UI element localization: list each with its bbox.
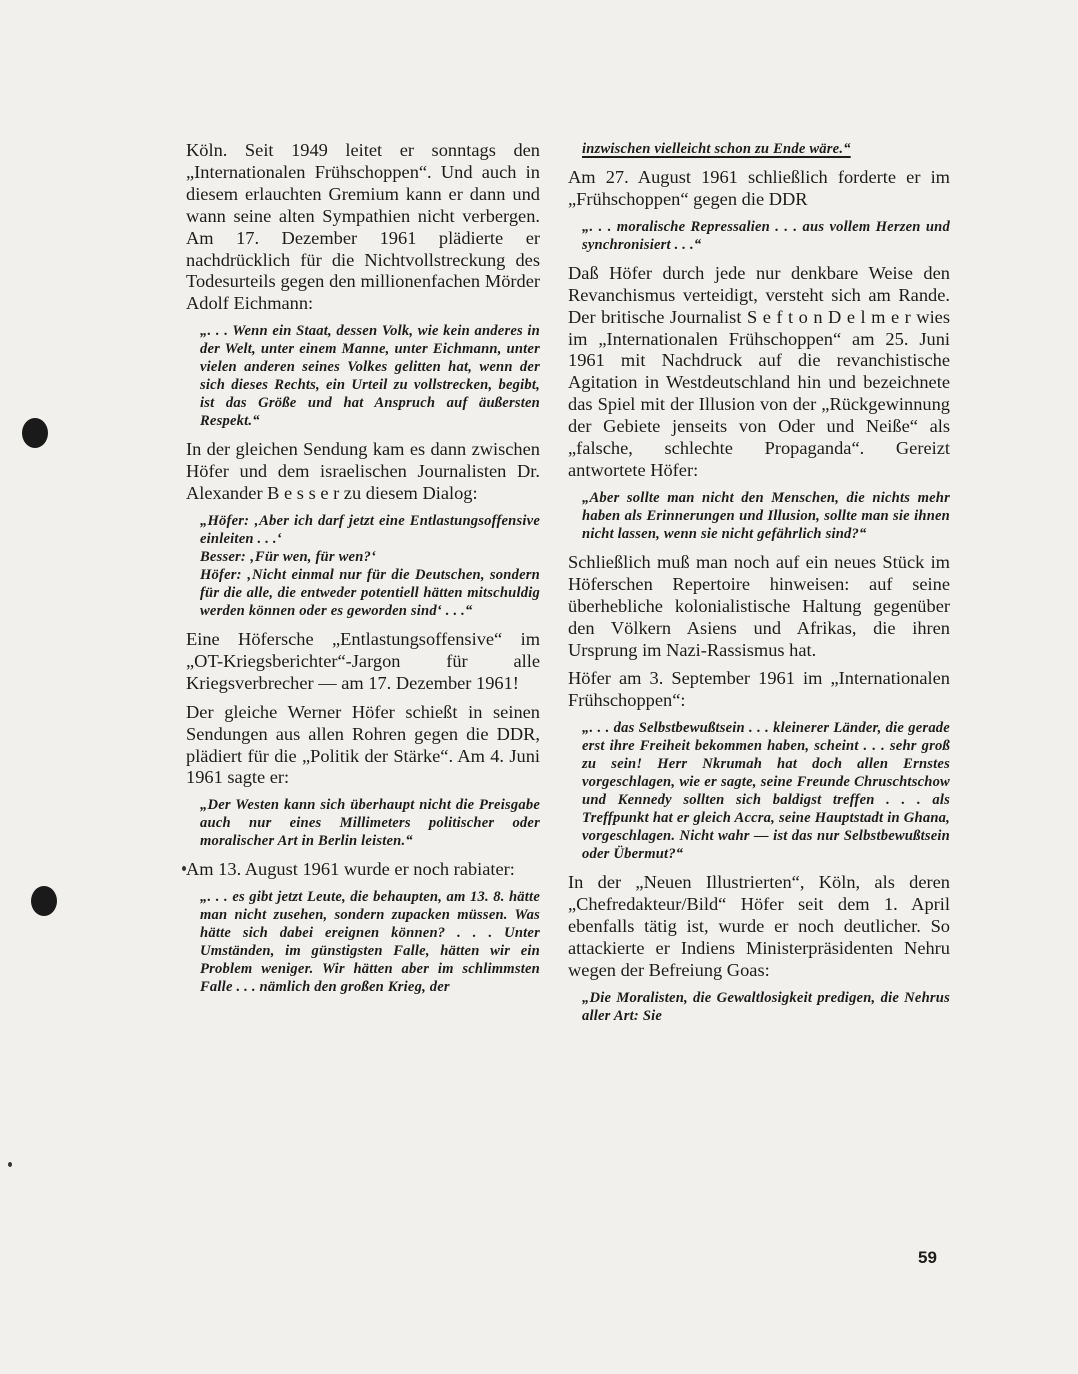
dialog-quote: „Höfer: ‚Aber ich darf jetzt eine Entlastungsoffensive einleiten . . .‘ Besser: ‚Für wen, für wen?‘ Höfer: ‚Nicht einmal nur für die Deutschen, sondern für die alle, die entweder potentiell hätten mitschuldig werden können oder es geworden sind‘ . . .“ bbox=[200, 512, 540, 619]
quote: „Der Westen kann sich überhaupt nicht die Preisgabe auch nur eines Millimeters politischer oder moralischer Art in Berlin leisten.“ bbox=[200, 797, 540, 850]
ink-speck bbox=[8, 1162, 12, 1167]
punch-hole-upper bbox=[22, 418, 48, 448]
quote: „Aber sollte man nicht den Menschen, die nichts mehr haben als Erinnerungen und Illusion, sollte man sie ihnen nicht lassen, wenn sie nicht gefährlich sind?“ bbox=[582, 489, 950, 542]
quote: „. . . das Selbstbewußtsein . . . kleinerer Länder, die gerade erst ihre Freiheit bekommen haben, scheint . . . sehr groß zu sein! Herr Nkrumah hat doch allen Ernstes vorgeschlagen, wie er sagte, seine Freunde Chruschtschow und Kennedy sollten sich baldigst treffen . . . als Treffpunkt hat er gleich Accra, seine Hauptstadt in Ghana, vorgeschlagen. Nicht wahr — ist das nur Selbstbewußtsein oder Übermut?“ bbox=[582, 720, 950, 863]
paragraph: In der „Neuen Illustrierten“, Köln, als deren „Chefredakteur/Bild“ Höfer seit dem 1. April ebenfalls tätig ist, wurde er noch deutlicher. So attackierte er Indiens Ministerpräsidenten Nehru wegen der Befreiung Goas: bbox=[568, 872, 950, 980]
paragraph: Daß Höfer durch jede nur denkbare Weise den Revanchismus verteidigt, versteht sich am Rande. Der britische Journalist S e f t o n D e l m e r wies im „Internationalen Frühschoppen“ am 25. Juni 1961 mit Nachdruck auf die revanchistische Agitation in Westdeutschland hin und bezeichnete das Spiel mit der Illusion von der „Rückgewinnung der Gebiete jenseits von Oder und Neiße“ als „falsche, schlechte Propaganda“. Gereizt antwortete Höfer: bbox=[568, 262, 950, 480]
quote: „. . . es gibt jetzt Leute, die behaupten, am 13. 8. hätte man nicht zusehen, sondern zupacken müssen. Was hätte sich dabei ereignen können? . . . Unter Umständen, im günstigsten Falle, hätten wir ein Problem weniger. Wir hätten aber im schlimmsten Falle . . . nämlich den großen Krieg, der bbox=[200, 889, 540, 996]
paragraph: Der gleiche Werner Höfer schießt in seinen Sendungen aus allen Rohren gegen die DDR, plädiert für die „Politik der Stärke“. Am 4. Juni 1961 sagte er: bbox=[186, 701, 540, 788]
punch-hole-lower bbox=[31, 886, 57, 916]
right-column bbox=[568, 140, 950, 1034]
paragraph: Am 13. August 1961 wurde er noch rabiater: bbox=[186, 859, 515, 880]
quote: „Die Moralisten, die Gewaltlosigkeit predigen, die Nehrus aller Art: Sie bbox=[582, 989, 950, 1024]
paragraph: In der gleichen Sendung kam es dann zwischen Höfer und dem israelischen Journalisten Dr. Alexander B e s s e r zu diesem Dialog: bbox=[186, 439, 540, 504]
paragraph: Köln. Seit 1949 leitet er sonntags den „Internationalen Frühschoppen“. Und auch in diesem erlauchten Gremium kann er dann und wann seine alten Sympathien nicht verbergen. Am 17. Dezember 1961 plädierte er nachdrücklich für die Nichtvollstreckung des Todesurteils gegen den millionenfachen Mörder Adolf Eichmann: bbox=[186, 140, 540, 314]
left-column bbox=[186, 140, 540, 1005]
paragraph: Schließlich muß man noch auf ein neues Stück im Höferschen Repertoire hinweisen: auf seine überhebliche kolonialistische Haltung gegenüber den Völkern Asiens und Afrikas, die ihren Ursprung im Nazi-Rassismus hat. bbox=[568, 551, 950, 660]
quote: „. . . Wenn ein Staat, dessen Volk, wie kein anderes in der Welt, unter einem Manne, unter Eichmann, unter vielen anderen seines Volkes gelitten hat, wenn der sich dieses Rechts, ein Urteil zu vollstrecken, begibt, ist das Größe und hat Anspruch auf äußersten Respekt.“ bbox=[200, 323, 540, 430]
paragraph: Am 27. August 1961 schließlich forderte er im „Frühschoppen“ gegen die DDR bbox=[568, 167, 950, 209]
paragraph: Eine Höfersche „Entlastungsoffensive“ im „OT-Kriegsberichter“-Jargon für alle Kriegsverbrecher — am 17. Dezember 1961! bbox=[186, 628, 540, 693]
quote: „. . . moralische Repressalien . . . aus vollem Herzen und synchronisiert . . .“ bbox=[582, 218, 950, 253]
quote-continuation: inzwischen vielleicht schon zu Ende wäre.“ bbox=[582, 141, 851, 157]
page-number: 59 bbox=[918, 1248, 937, 1267]
paragraph: Höfer am 3. September 1961 im „Internationalen Frühschoppen“: bbox=[568, 668, 950, 711]
